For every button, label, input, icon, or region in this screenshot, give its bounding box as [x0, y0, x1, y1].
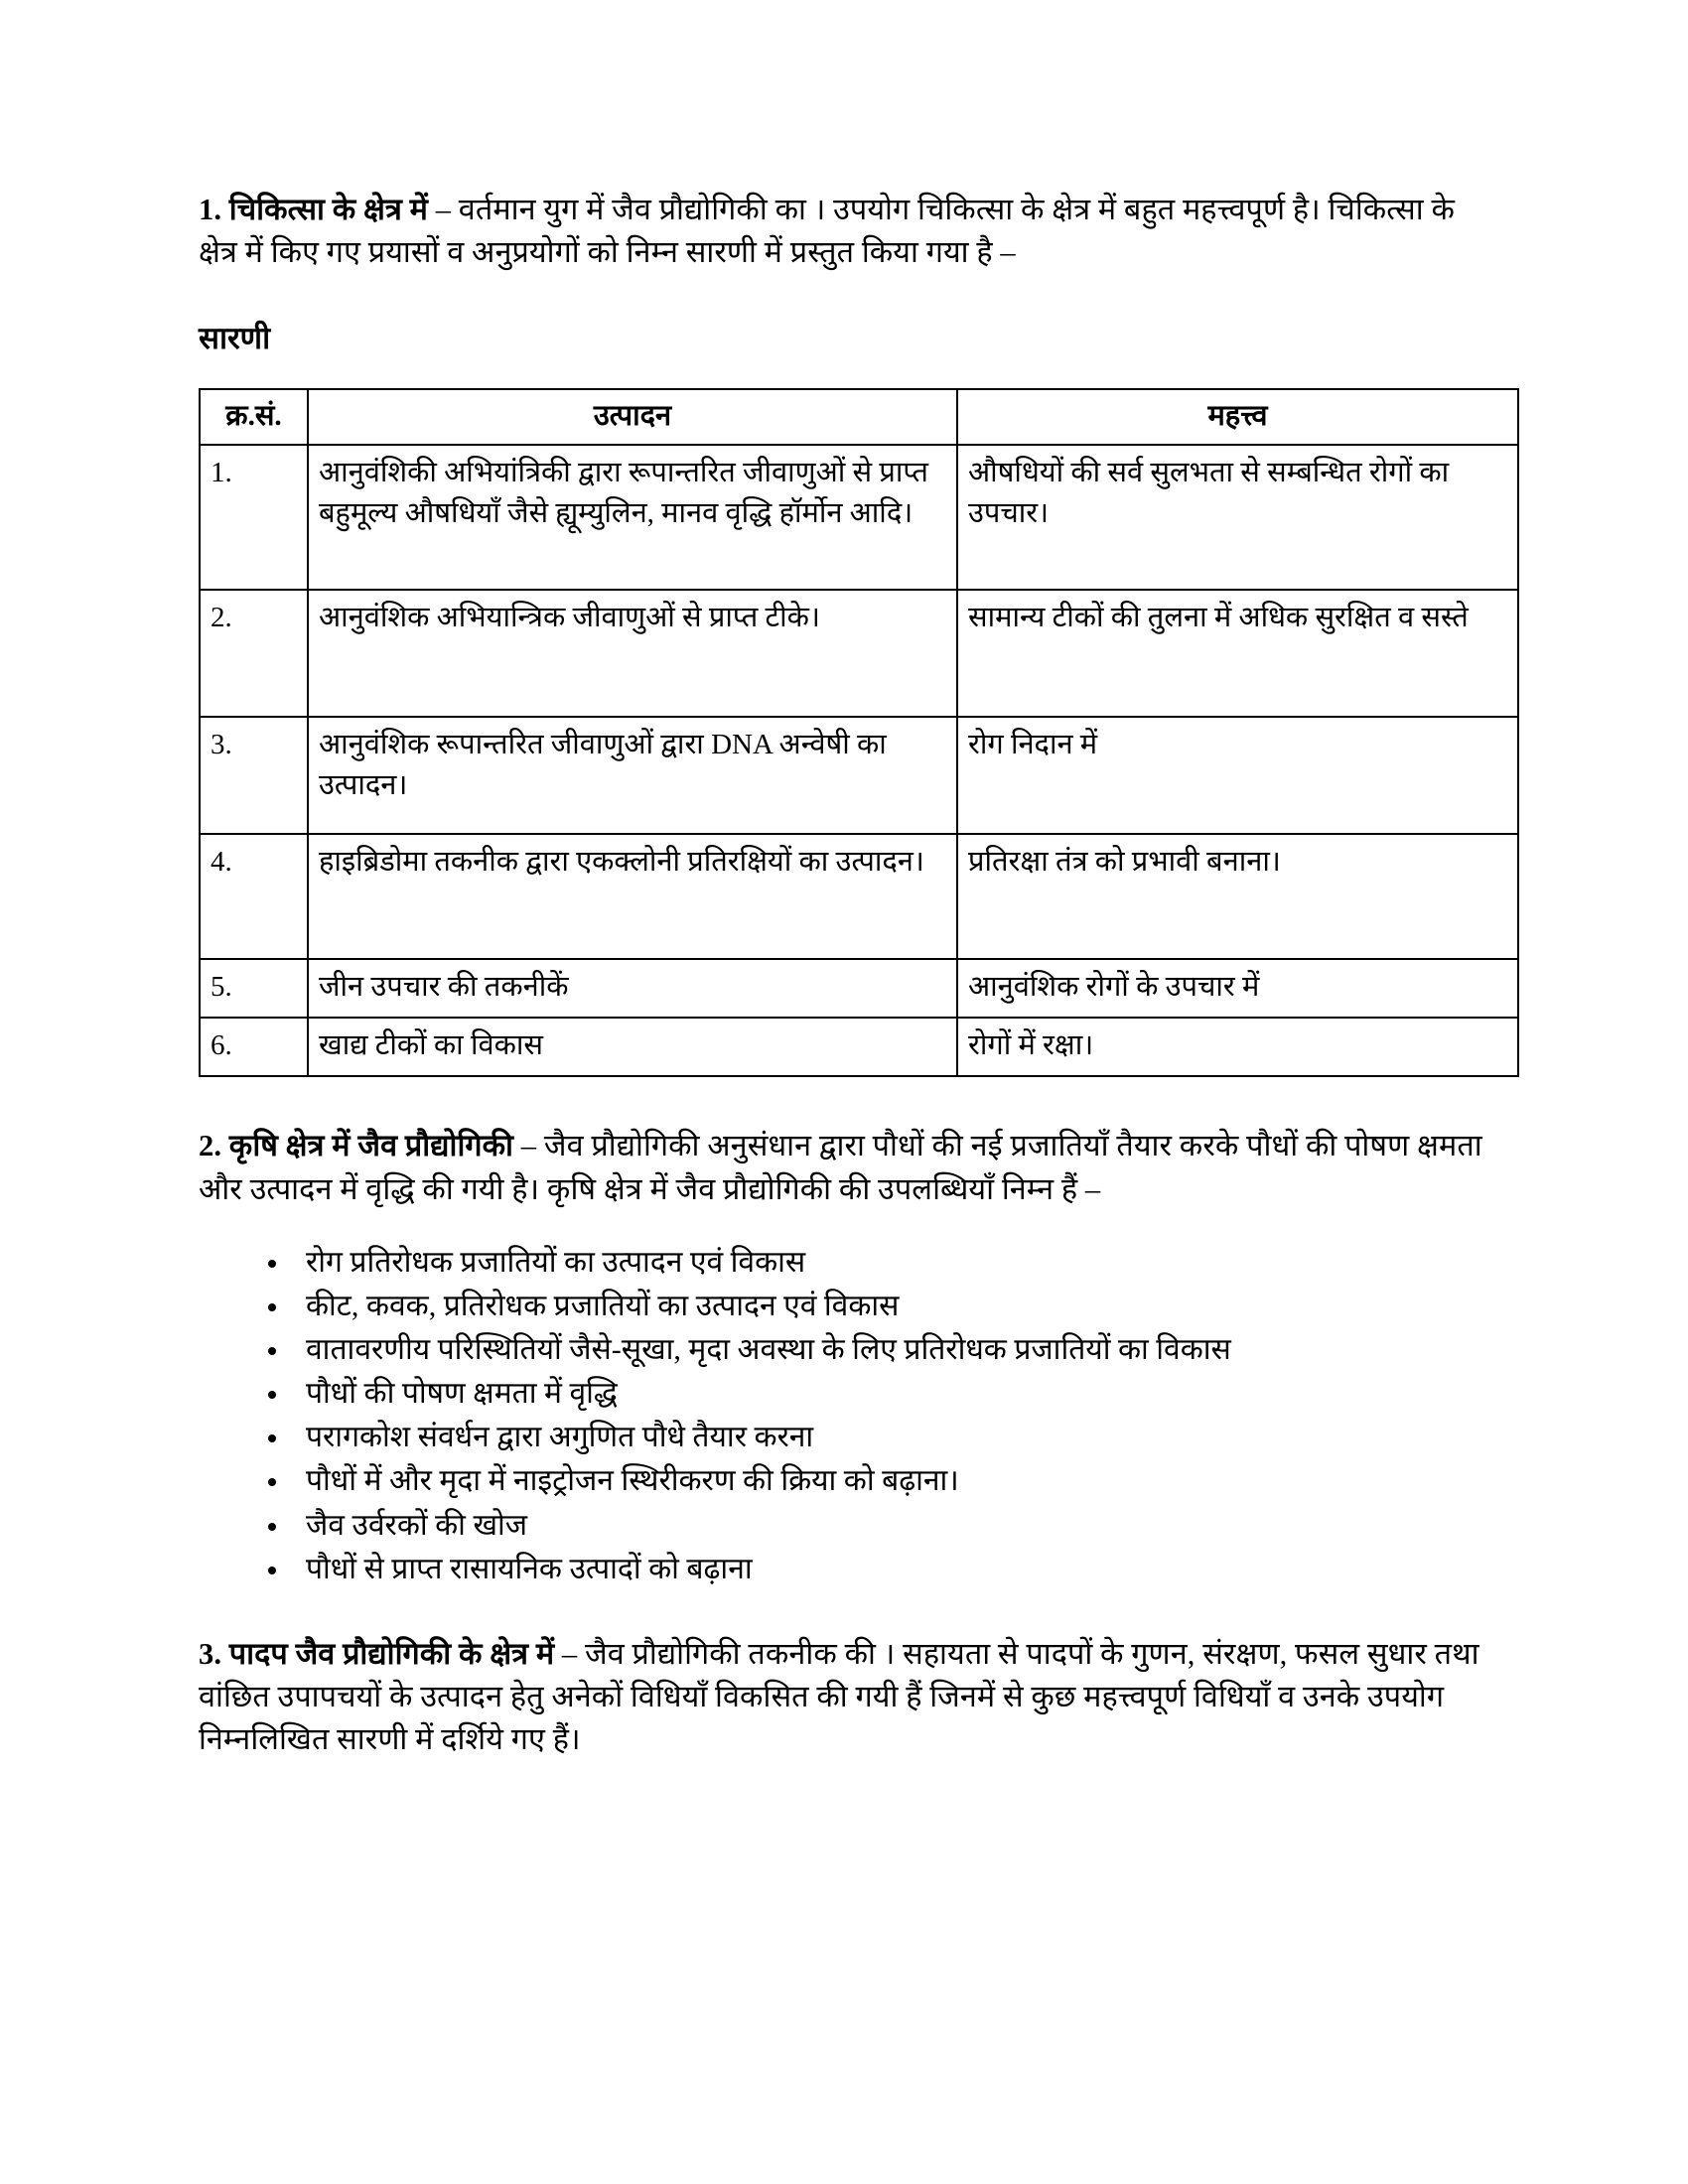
section-2-body: जैव प्रौद्योगिकी अनुसंधान द्वारा पौधों की नई प्रजातियाँ तैयार करके पौधों की पोषण क्षमता और उत्पादन में वृद्धि की गयी है। कृषि क्षेत्र में जैव प्रौद्योगिकी की उपलब्धियाँ निम्न हैं – — [199, 1129, 1482, 1206]
cell-serial: 2. — [200, 590, 308, 717]
table-header-importance: महत्त्व — [957, 389, 1518, 445]
table-row — [200, 834, 1518, 959]
list-item: पौधों से प्राप्त रासायनिक उत्पादों को बढ़ाना — [268, 1548, 1489, 1591]
section-1-heading: 1. चिकित्सा के क्षेत्र में — [199, 193, 428, 226]
section-3-body: जैव प्रौद्योगिकी तकनीक की । सहायता से पादपों के गुणन, संरक्षण, फसल सुधार तथा वांछित उपापचयों के उत्पादन हेतु अनेकों विधियाँ विकसित की गयी हैं जिनमें से कुछ महत्त्वपूर्ण विधियाँ व उनके उपयोग निम्नलिखित सारणी में दर्शिये गए हैं। — [199, 1636, 1479, 1757]
cell-production: आनुवंशिक अभियान्त्रिक जीवाणुओं से प्राप्त टीके। — [308, 590, 957, 717]
cell-production: खाद्य टीकों का विकास — [308, 1018, 957, 1076]
cell-serial: 4. — [200, 834, 308, 959]
cell-importance: औषधियों की सर्व सुलभता से सम्बन्धित रोगों का उपचार। — [957, 445, 1518, 590]
table-row — [200, 717, 1518, 834]
section-2-heading: 2. कृषि क्षेत्र में जैव प्रौद्योगिकी — [199, 1129, 514, 1163]
cell-importance: आनुवंशिक रोगों के उपचार में — [957, 959, 1518, 1018]
cell-production: हाइब्रिडोमा तकनीक द्वारा एकक्लोनी प्रतिरक्षियों का उत्पादन। — [308, 834, 957, 959]
section-3-dash: – — [554, 1636, 585, 1671]
cell-serial: 5. — [200, 959, 308, 1018]
section-1-dash: – — [427, 193, 459, 226]
cell-importance: सामान्य टीकों की तुलना में अधिक सुरक्षित व सस्ते — [957, 590, 1518, 717]
table-row — [200, 590, 1518, 717]
agriculture-achievements-list — [199, 1241, 1489, 1591]
table-row — [200, 959, 1518, 1018]
table-row — [200, 1018, 1518, 1076]
spacer-before-bullets — [199, 1211, 1489, 1241]
section-1-paragraph — [199, 189, 1489, 275]
cell-importance: प्रतिरक्षा तंत्र को प्रभावी बनाना। — [957, 834, 1518, 959]
list-item: परागकोश संवर्धन द्वारा अगुणित पौधे तैयार करना — [268, 1416, 1489, 1459]
spacer-after-table — [199, 1077, 1489, 1125]
cell-production: आनुवंशिकी अभियांत्रिकी द्वारा रूपान्तरित जीवाणुओं से प्राप्त बहुमूल्य औषधियाँ जैसे ह्यूम्युलिन, मानव वृद्धि हॉर्मोन आदि। — [308, 445, 957, 590]
list-item: वातावरणीय परिस्थितियों जैसे-सूखा, मृदा अवस्था के लिए प्रतिरोधक प्रजातियों का विकास — [268, 1328, 1489, 1372]
cell-importance: रोग निदान में — [957, 717, 1518, 834]
section-3-paragraph — [199, 1633, 1489, 1762]
medical-applications-table — [199, 388, 1519, 1078]
list-item: रोग प्रतिरोधक प्रजातियों का उत्पादन एवं विकास — [268, 1241, 1489, 1285]
cell-production: जीन उपचार की तकनीकें — [308, 959, 957, 1018]
section-2-paragraph — [199, 1125, 1489, 1211]
cell-serial: 3. — [200, 717, 308, 834]
spacer-before-table — [199, 358, 1489, 388]
list-item: जैव उर्वरकों की खोज — [268, 1504, 1489, 1548]
spacer-after-section-1 — [199, 275, 1489, 319]
list-item: पौधों में और मृदा में नाइट्रोजन स्थिरीकरण की क्रिया को बढ़ाना। — [268, 1459, 1489, 1503]
cell-production: आनुवंशिक रूपान्तरित जीवाणुओं द्वारा DNA अन्वेषी का उत्पादन। — [308, 717, 957, 834]
table-header-production: उत्पादन — [308, 389, 957, 445]
section-2-dash: – — [513, 1129, 544, 1163]
section-1-body: वर्तमान युग में जैव प्रौद्योगिकी का । उपयोग चिकित्सा के क्षेत्र में बहुत महत्त्वपूर्ण है। चिकित्सा के क्षेत्र में किए गए प्रयासों व अनुप्रयोगों को निम्न सारणी में प्रस्तुत किया गया है – — [199, 193, 1455, 270]
list-item: कीट, कवक, प्रतिरोधक प्रजातियों का उत्पादन एवं विकास — [268, 1285, 1489, 1328]
table-header-serial: क्र.सं. — [200, 389, 308, 445]
section-3-heading: 3. पादप जैव प्रौद्योगिकी के क्षेत्र में — [199, 1636, 555, 1671]
table-row — [200, 445, 1518, 590]
cell-serial: 6. — [200, 1018, 308, 1076]
table-header-row — [200, 389, 1518, 445]
table-title: सारणी — [199, 320, 271, 355]
cell-serial: 1. — [200, 445, 308, 590]
spacer-after-bullets — [199, 1591, 1489, 1633]
list-item: पौधों की पोषण क्षमता में वृद्धि — [268, 1372, 1489, 1416]
cell-importance: रोगों में रक्षा। — [957, 1018, 1518, 1076]
